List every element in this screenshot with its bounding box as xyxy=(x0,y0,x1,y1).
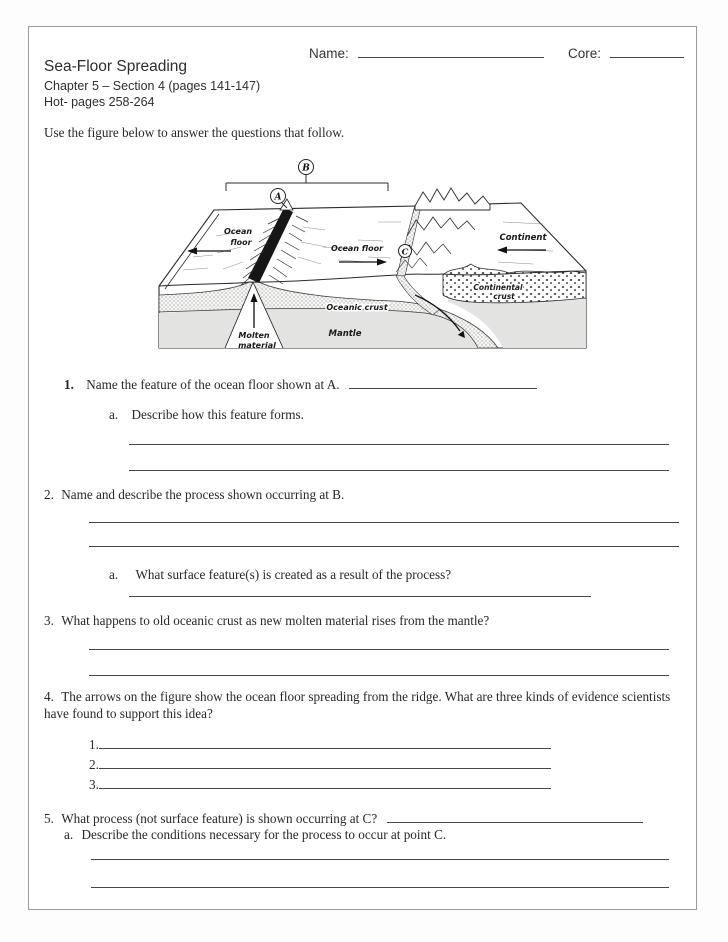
question-3-line-2 xyxy=(89,675,669,676)
seafloor-spreading-figure xyxy=(153,152,598,364)
bracket-b xyxy=(226,175,388,191)
question-2a-text: What surface feature(s) is created as a result of the process? xyxy=(135,567,452,582)
name-field-row xyxy=(309,43,544,61)
question-2-text: Name and describe the process shown occurring at B. xyxy=(61,487,345,502)
mantle-label: Mantle xyxy=(328,329,362,339)
question-4-number: 4. xyxy=(44,689,54,704)
svg-text:crust: crust xyxy=(493,292,515,301)
question-3-line-1 xyxy=(89,649,669,650)
page-title: Sea-Floor Spreading xyxy=(44,58,188,75)
question-4-item-3 xyxy=(89,774,551,793)
instruction-text: Use the figure below to answer the questions that follow. xyxy=(44,125,345,140)
question-3-number: 3. xyxy=(44,613,54,628)
core-label: Core: xyxy=(568,46,602,61)
question-5-number: 5. xyxy=(44,811,54,826)
question-4 xyxy=(44,688,694,722)
worksheet-page xyxy=(28,26,697,910)
question-2-line-1 xyxy=(89,522,679,523)
question-4-item-1-number: 1. xyxy=(89,737,99,752)
question-3-text: What happens to old oceanic crust as new molten material rises from the mantle? xyxy=(61,613,490,628)
question-4-item-1 xyxy=(89,734,551,753)
question-5a-text: Describe the conditions necessary for the process to occur at point C. xyxy=(81,827,447,842)
callout-a xyxy=(271,189,288,209)
svg-text:A: A xyxy=(274,192,282,203)
question-1-blank xyxy=(349,374,537,389)
question-1a-label: a. xyxy=(109,407,119,422)
question-4-item-2-blank xyxy=(99,754,551,769)
question-4-item-3-blank xyxy=(99,774,551,789)
question-5 xyxy=(44,808,643,827)
question-2a-line xyxy=(129,596,591,597)
question-4-item-3-number: 3. xyxy=(89,777,99,792)
svg-text:C: C xyxy=(401,247,409,258)
svg-text:Ocean: Ocean xyxy=(223,227,253,236)
svg-text:B: B xyxy=(302,163,310,174)
callout-b xyxy=(299,160,314,175)
question-4-item-2 xyxy=(89,754,551,773)
callout-c xyxy=(399,245,412,258)
question-4-text: The arrows on the figure show the ocean floor spreading from the ridge. What are three kinds of evidence scientists have found to support this idea? xyxy=(44,689,671,721)
svg-text:material: material xyxy=(238,341,276,350)
svg-text:Continental: Continental xyxy=(473,283,523,292)
question-1 xyxy=(64,374,537,393)
name-label: Name: xyxy=(309,46,349,61)
question-1a-text: Describe how this feature forms. xyxy=(131,407,304,422)
question-2-number: 2. xyxy=(44,487,54,502)
continent-label: Continent xyxy=(499,233,547,243)
question-5a-label: a. xyxy=(64,827,74,842)
question-1-number: 1. xyxy=(64,377,74,392)
question-1a-line-2 xyxy=(129,470,669,471)
question-5a xyxy=(64,826,446,843)
question-4-item-2-number: 2. xyxy=(89,757,99,772)
name-blank xyxy=(358,43,544,58)
question-2-line-2 xyxy=(89,546,679,547)
core-blank xyxy=(610,43,684,58)
core-field-row xyxy=(568,43,684,61)
question-4-item-1-blank xyxy=(99,734,551,749)
question-5-text: What process (not surface feature) is shown occurring at C? xyxy=(61,811,378,826)
question-1-text: Name the feature of the ocean floor shown at A. xyxy=(86,377,340,392)
question-1a xyxy=(109,406,304,423)
question-5a-line-1 xyxy=(91,859,669,860)
ocean-floor-center-label: Ocean floor xyxy=(330,244,384,253)
question-2a-label: a. xyxy=(109,567,119,582)
svg-text:floor: floor xyxy=(230,238,252,247)
question-3 xyxy=(44,612,489,629)
chapter-subtitle: Chapter 5 – Section 4 (pages 141-147) xyxy=(44,79,261,93)
question-2 xyxy=(44,486,344,503)
question-5a-line-2 xyxy=(91,887,669,888)
question-5-blank xyxy=(387,808,643,823)
svg-text:Molten: Molten xyxy=(238,331,270,340)
question-1a-line-1 xyxy=(129,444,669,445)
hot-pages-subtitle: Hot- pages 258-264 xyxy=(44,95,155,109)
oceanic-crust-label: Oceanic crust xyxy=(326,303,388,312)
question-2a xyxy=(109,566,451,583)
